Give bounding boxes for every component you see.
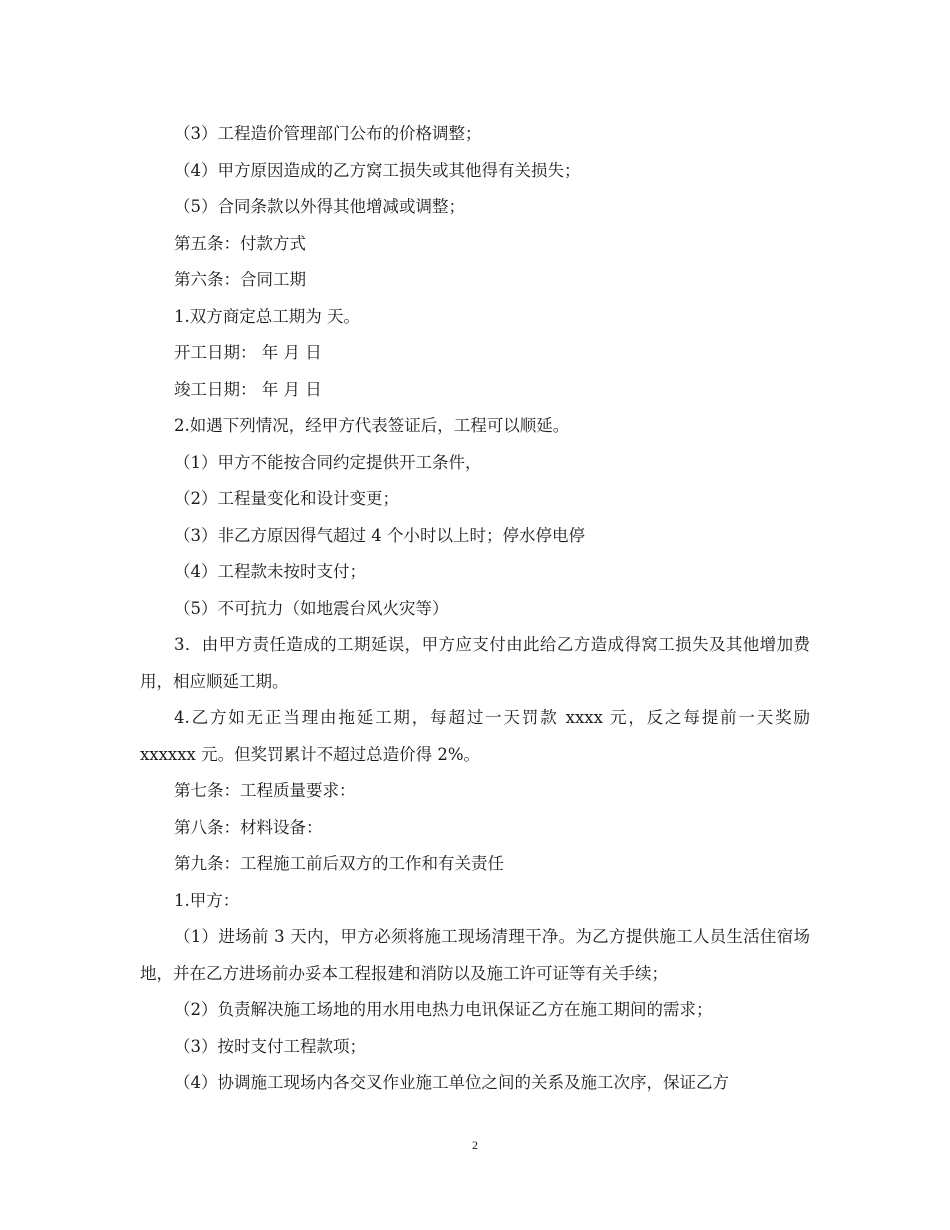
text-line: （4）工程款未按时支付；	[174, 562, 366, 581]
text-line: （3）非乙方原因得气超过 4 个小时以上时；停水停电停	[174, 525, 585, 545]
section-heading-materials: 第八条：材料设备：	[174, 817, 323, 837]
section-heading-payment: 第五条：付款方式	[174, 233, 306, 253]
page-number: 2	[472, 1138, 478, 1152]
text-line: （3）按时支付工程款项；	[174, 1036, 366, 1056]
text-line: 2.如遇下列情况，经甲方代表签证后，工程可以顺延。	[174, 416, 570, 435]
text-line: 1.双方商定总工期为 天。	[174, 306, 360, 326]
start-date-line: 开工日期： 年 月 日	[174, 343, 322, 362]
section-heading-duration: 第六条：合同工期	[174, 270, 306, 289]
text-line: （5）不可抗力（如地震台风火灾等）	[174, 598, 449, 618]
section-heading-quality: 第七条：工程质量要求：	[174, 781, 356, 800]
section-heading-responsibilities: 第九条：工程施工前后双方的工作和有关责任	[174, 854, 504, 873]
text-line: （5）合同条款以外得其他增减或调整；	[174, 197, 465, 216]
text-line: （3）工程造价管理部门公布的价格调整；	[174, 124, 482, 143]
document-body	[140, 116, 810, 1102]
paragraph-site: （1）进场前 3 天内，甲方必须将施工现场清理干净。为乙方提供施工人员生活住宿场地，并在乙方进场前办妥本工程报建和消防以及施工许可证等有关手续；	[140, 927, 810, 983]
text-line: （2）工程量变化和设计变更；	[174, 489, 399, 508]
text-line: （1）甲方不能按合同约定提供开工条件，	[174, 452, 482, 472]
paragraph-penalty: 4.乙方如无正当理由拖延工期，每超过一天罚款 xxxx 元，反之每提前一天奖励 xxxxxx 元。但奖罚累计不超过总造价得 2%。	[140, 708, 810, 764]
paragraph-delay: 3．由甲方责任造成的工期延误，甲方应支付由此给乙方造成得窝工损失及其他增加费用，相应顺延工期。	[140, 635, 810, 691]
text-line: （2）负责解决施工场地的用水用电热力电讯保证乙方在施工期间的需求；	[174, 1000, 713, 1019]
text-line: 1.甲方：	[174, 890, 240, 910]
text-line: （4）甲方原因造成的乙方窝工损失或其他得有关损失；	[174, 160, 581, 180]
completion-date-line: 竣工日期： 年 月 日	[174, 379, 322, 399]
text-line: （4）协调施工现场内各交叉作业施工单位之间的关系及施工次序，保证乙方	[174, 1073, 729, 1092]
